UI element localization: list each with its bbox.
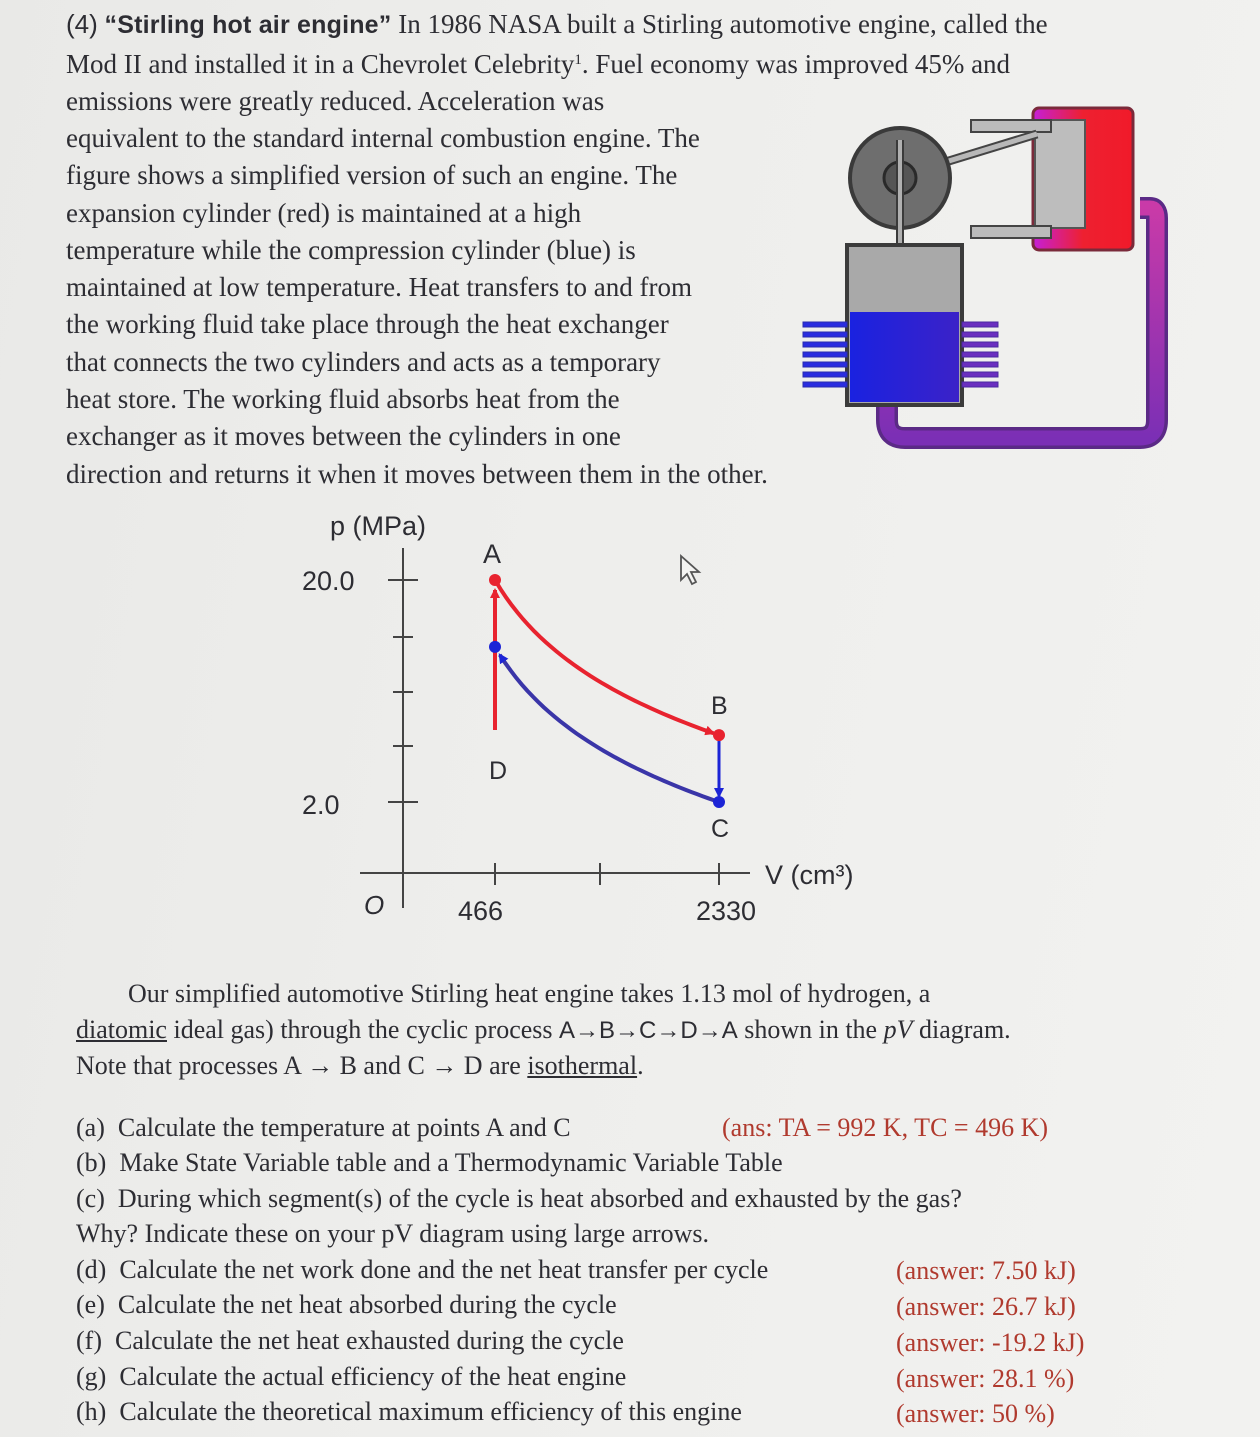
- question-f: [76, 1326, 624, 1356]
- mouse-cursor-icon: [681, 556, 699, 584]
- label-b: B: [711, 692, 728, 720]
- question-label: (a): [76, 1113, 105, 1142]
- intro-line: direction and returns it when it moves between them in the other.: [66, 459, 768, 489]
- body-line-1: Our simplified automotive Stirling heat engine takes 1.13 mol of hydrogen, a: [128, 979, 931, 1008]
- answer-a: (ans: TA = 992 K, TC = 496 K): [722, 1113, 1049, 1142]
- process-sequence: A→B→C→D→A: [559, 1017, 738, 1044]
- question-c: [76, 1184, 962, 1214]
- body-text: diagram.: [912, 1015, 1011, 1044]
- intro-line: exchanger as it moves between the cylinders in one: [66, 421, 621, 451]
- body-line-2: [76, 1012, 1011, 1049]
- question-label: (c): [76, 1184, 105, 1213]
- question-text: Calculate the actual efficiency of the heat engine: [119, 1362, 627, 1391]
- answer-g: (answer: 28.1 %): [896, 1364, 1075, 1393]
- diatomic-underlined: diatomic: [76, 1015, 167, 1044]
- x-axis-label: V (cm³): [765, 860, 854, 890]
- answer-h: (answer: 50 %): [896, 1399, 1055, 1428]
- intro-line: that connects the two cylinders and acts as a temporary: [66, 347, 661, 377]
- question-a: [76, 1113, 571, 1143]
- isothermal-underlined: isothermal: [527, 1051, 638, 1080]
- curve-c-to-d: [500, 655, 719, 802]
- pv-diagram: [290, 500, 890, 940]
- intro-line-2: [66, 46, 1010, 83]
- problem-heading: [66, 6, 1048, 44]
- question-label: (g): [76, 1362, 107, 1391]
- intro-line-2b: . Fuel economy was improved 45% and: [581, 49, 1011, 79]
- footnote-mark: 1: [574, 52, 582, 68]
- body-text: shown in the: [737, 1015, 884, 1044]
- hot-piston: [1035, 120, 1085, 228]
- question-label: (f): [76, 1326, 102, 1355]
- question-text: Calculate the net work done and the net heat transfer per cycle: [119, 1255, 769, 1284]
- body-text: ideal gas) through the cyclic process: [166, 1015, 560, 1044]
- question-h: [76, 1397, 742, 1427]
- curve-a-to-b: [495, 580, 713, 733]
- question-label: (d): [76, 1255, 107, 1284]
- question-e: [76, 1290, 617, 1320]
- question-text: Calculate the temperature at points A and C: [117, 1113, 571, 1142]
- question-g: [76, 1362, 626, 1392]
- answer-e: (answer: 26.7 kJ): [896, 1292, 1076, 1321]
- intro-line-1: In 1986 NASA built a Stirling automotive engine, called the: [391, 9, 1048, 39]
- point-d: [489, 641, 501, 653]
- intro-line: heat store. The working fluid absorbs heat from the: [66, 384, 620, 414]
- question-text: Make State Variable table and a Thermodynamic Variable Table: [119, 1148, 783, 1177]
- x-tick-label: 2330: [696, 896, 757, 926]
- intro-line: expansion cylinder (red) is maintained at a high: [66, 198, 582, 228]
- question-label: (b): [76, 1148, 107, 1177]
- body-line-3: [76, 1048, 644, 1084]
- question-text: Calculate the net heat exhausted during the cycle: [114, 1326, 624, 1355]
- question-b: [76, 1148, 783, 1178]
- label-a: A: [483, 539, 502, 569]
- intro-line: equivalent to the standard internal combustion engine. The: [66, 123, 700, 153]
- y-tick-label: 2.0: [302, 790, 340, 820]
- problem-title: “Stirling hot air engine”: [104, 11, 392, 39]
- intro-line: figure shows a simplified version of such an engine. The: [66, 160, 678, 190]
- label-d: D: [489, 757, 508, 785]
- cooling-fins-left: [803, 322, 847, 387]
- cooling-fins-right: [962, 322, 998, 387]
- question-label: (h): [76, 1397, 107, 1426]
- x-tick-label: 466: [458, 896, 504, 926]
- point-c: [713, 796, 725, 808]
- y-tick-label: 20.0: [302, 566, 355, 596]
- question-text: During which segment(s) of the cycle is heat absorbed and exhausted by the gas?: [117, 1184, 962, 1213]
- question-text: Calculate the theoretical maximum efficiency of this engine: [119, 1397, 742, 1426]
- intro-line: emissions were greatly reduced. Acceleration was: [66, 86, 605, 116]
- stirling-engine-figure: [795, 100, 1170, 452]
- body-text: Note that processes A → B and C → D are: [76, 1051, 528, 1080]
- body-text: .: [637, 1051, 644, 1080]
- pv-italic: pV: [883, 1015, 913, 1044]
- origin-label: O: [364, 890, 385, 920]
- intro-line: maintained at low temperature. Heat transfers to and from: [66, 272, 693, 302]
- question-text: Calculate the net heat absorbed during the cycle: [117, 1290, 617, 1319]
- question-d: [76, 1255, 768, 1285]
- question-c-continuation: Why? Indicate these on your pV diagram using large arrows.: [76, 1219, 709, 1248]
- answer-d: (answer: 7.50 kJ): [896, 1256, 1076, 1285]
- question-label: (e): [76, 1290, 105, 1319]
- intro-line: temperature while the compression cylinder (blue) is: [66, 235, 636, 265]
- point-a: [489, 574, 501, 586]
- point-b: [713, 729, 725, 741]
- label-c: C: [711, 815, 730, 843]
- intro-line-2a: Mod II and installed it in a Chevrolet Celebrity: [66, 49, 575, 79]
- y-axis-label: p (MPa): [330, 511, 427, 541]
- answer-f: (answer: -19.2 kJ): [896, 1328, 1085, 1357]
- intro-line: the working fluid take place through the heat exchanger: [66, 309, 669, 339]
- problem-number: (4): [66, 9, 98, 39]
